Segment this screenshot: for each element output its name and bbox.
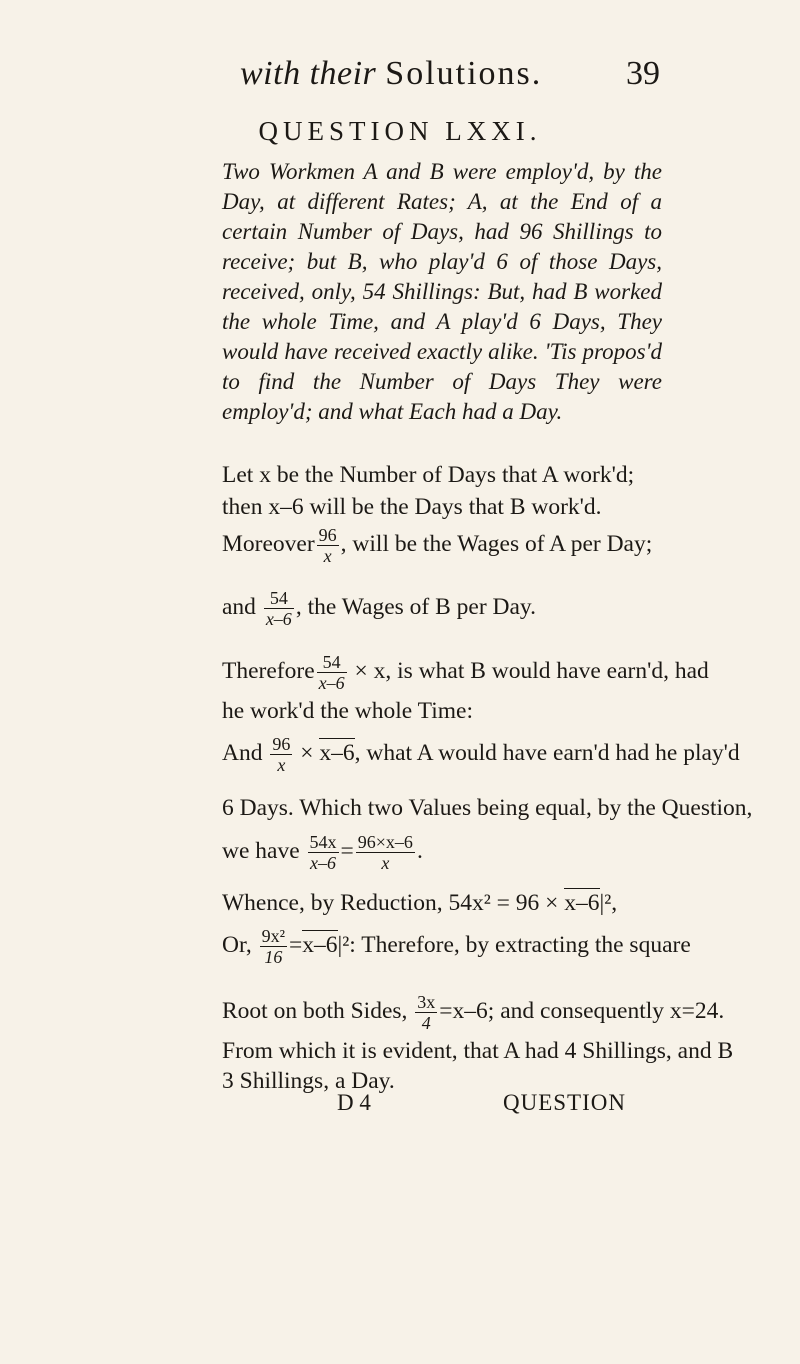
solution-line-12: Root on both Sides, $\frac{3x}{4}$ =x–6; and consequently x=24. (222, 992, 725, 1033)
solution-line-4: and $\frac{54}{x-6}$ , the Wages of B per Day. (222, 588, 537, 629)
solution-line-7: And $\frac{96}{x}$ × x–6, what A would have earn'd had he play'd (222, 734, 740, 775)
solution-line-11: Or, $\frac{\text{9x²}}{16}$ =x–6|²: Therefore, by extracting the square (222, 926, 691, 967)
page-footer (0, 1090, 800, 1130)
signature-mark: D 4 (337, 1090, 371, 1115)
vinculum: x–6 (319, 739, 355, 766)
vinculum: x–6 (564, 890, 600, 916)
solution-line-6: he work'd the whole Time: (222, 698, 473, 724)
running-head (0, 55, 800, 95)
running-head-title: with their Solutions. (240, 55, 543, 92)
fraction: $\frac{96}{x}$ (318, 525, 337, 566)
fraction: $\frac{96}{x}$ (272, 734, 291, 775)
solution-line-13: From which it is evident, that A had 4 Shillings, and B (222, 1038, 734, 1064)
solution-line-14: 3 Shillings, a Day. (222, 1068, 395, 1094)
solution-line-10: Whence, by Reduction, 54x² = 96 × x–6|², (222, 890, 618, 916)
solution-line-9: we have $\frac{54x}{x-6}$ = $\frac{96\times x-6}{x}$ . (222, 832, 423, 873)
vinculum: x–6 (302, 931, 338, 958)
question-title: QUESTION LXXI. (258, 116, 542, 146)
fraction: $\frac{54}{x-6}$ (318, 652, 345, 693)
problem-statement: Two Workmen A and B were employ'd, by the Day, at different Rates; A, at the End of a certain Number of Days, had 96 Shillings to receive; but B, who play'd 6 of those Days, received, only, 54 Shillings: But, had B worked the whole Time, and A play'd 6 Days, They would have received exactly alike. 'Tis propos'd to find the Number of Days They were employ'd; and what Each had a Day. (222, 159, 662, 424)
fraction: $\frac{54x}{x-6}$ (309, 832, 337, 873)
solution-line-5: Therefore $\frac{54}{x-6}$ × x, is what B would have earn'd, had (222, 652, 709, 693)
page-number: 39 (626, 55, 660, 92)
catchword: QUESTION (503, 1090, 626, 1115)
solution-line-1: Let x be the Number of Days that A work'd; (222, 462, 635, 488)
fraction: $\frac{96\times x-6}{x}$ (357, 832, 413, 873)
solution-line-8: 6 Days. Which two Values being equal, by the Question, (222, 795, 753, 821)
solution-line-2: then x–6 will be the Days that B work'd. (222, 494, 602, 520)
fraction: $\frac{\text{9x²}}{16}$ (261, 926, 286, 967)
fraction: $\frac{3x}{4}$ (417, 992, 436, 1033)
solution-line-3: Moreover $\frac{96}{x}$ , will be the Wages of A per Day; (222, 525, 653, 566)
fraction: $\frac{54}{x-6}$ (265, 588, 292, 629)
